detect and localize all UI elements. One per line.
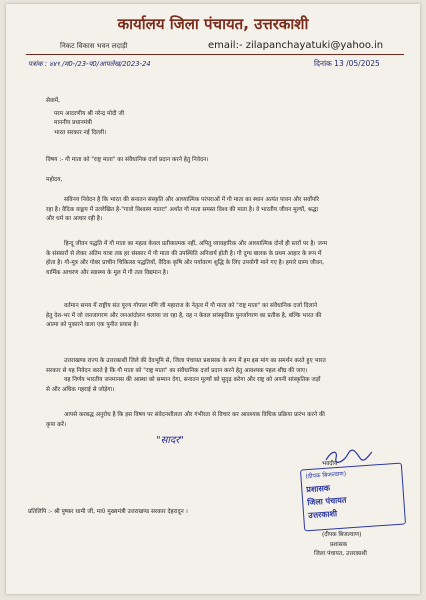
handwritten-note: "सादर"	[156, 435, 184, 446]
subject-text: विषय :- गौ माता को "राष्ट्र माता" का संवैधानिक दर्जा प्रदान करने हेतु निवेदन।	[46, 157, 209, 163]
greeting: महोदय,	[46, 176, 63, 183]
stamp-line: जिला पंचायत	[306, 495, 347, 508]
recipient-line: परम आदरणीय श्री नरेन्द्र मोदी जी	[54, 110, 125, 117]
paragraph-5	[46, 411, 396, 430]
paragraph-line: रहा है। वैदिक वाङ्मय में उल्लेखित है-"गावो विश्वस्य मातरः" अर्थात गौ माता समस्त विश्व की माता है। वे भारतीय जीवन मूल्यों, श्रद्धा	[46, 206, 318, 213]
closing-word: भवदीय	[322, 461, 338, 467]
paragraph-4	[46, 357, 396, 395]
paragraph-line: हेतु देश-भर में जो जनजागरण और जनआंदोलन चलाया जा रहा है, वह न केवल सांस्कृतिक पुनर्जागरण का प्रतीक है, बल्कि भारत की	[46, 312, 322, 319]
signature-mark	[324, 448, 374, 464]
paragraph-line: के संस्कारों से लेकर अंतिम यात्रा तक हर संस्कार में गौ माता की उपस्थिति अनिवार्य होती है। गौ दुग्ध बालक के प्रथम आहार के रूप में	[46, 250, 322, 257]
paragraph-2	[46, 240, 396, 278]
paragraph-line: वर्तमान समय में राष्ट्रीय संत पूज्य गोपाल मणि जी महाराज के नेतृत्व में गौ माता को "राष्ट्र माता" का संवैधानिक दर्जा दिलाने	[64, 303, 318, 309]
salutation: सेवामें,	[46, 98, 60, 104]
stamp-name: (दीपक बिजल्वाण)	[305, 470, 347, 481]
signatory-block	[314, 531, 367, 560]
office-title: कार्यालय जिला पंचायत, उत्तरकाशी	[117, 15, 309, 33]
reference-number: पत्रांक : ४४९ /म0-/23-प0/आपलेख/2023-24	[28, 60, 151, 68]
paragraph-line: और धर्म का आधार रही है।	[46, 216, 103, 223]
header-divider	[26, 54, 404, 55]
paragraph-line: होता है। गौ-मूत्र और गोबर प्राचीन चिकित्सा पद्धतियों, वैदिक कृषि और पर्यावरण शुद्धि के लिए उपयोगी माने गए है। हमारे ग्राम्य जीवन,	[46, 260, 324, 267]
office-email: email:- zilapanchayatuki@yahoo.in	[208, 40, 384, 51]
paragraph-line: हिन्दू जीवन पद्धति में गौ माता का महत्व केवल प्रतीकात्मक नहीं, अपितु व्यावहारिक और आध्यात्मिक दोनों ही स्तरों पर है। जन्म	[64, 241, 328, 247]
office-address: निकट विकास भवन लदाड़ी	[60, 42, 128, 50]
paragraph-line: कृपा करें।	[46, 421, 67, 428]
letter-page	[6, 4, 420, 594]
signatory-title: प्रशासक	[330, 541, 348, 548]
copy-to-line: प्रतिलिपि :- श्री पुष्कर धामी जी, मा0 मुख्यमंत्री उत्तराखण्ड सरकार देहरादून ।	[28, 509, 188, 515]
letter-date: दिनांक 13 /05/2025	[314, 59, 380, 68]
stamp-line: उत्तरकाशी	[307, 509, 338, 521]
paragraph-line: आत्मा को पुकारने वाला एक पुनीत प्रयास है।	[46, 322, 139, 329]
paragraph-1	[46, 196, 396, 225]
recipient-block	[46, 97, 124, 138]
paragraph-line: उत्तराखण्ड राज्य के उत्तरकाशी जिले की देवभूमि से, जिला पंचायत प्रशासक के रूप में हम इस मांग का समर्थन करते हुए भारत	[64, 358, 326, 364]
signatory-name: (दीपक बिजल्वाण)	[322, 532, 362, 538]
paragraph-line: से और अधिक गहराई से जोड़ेगा।	[46, 386, 115, 393]
paragraph-line: सरकार से यह निवेदन करते है कि गौ माता को "राष्ट्र माता" का संवैधानिक दर्जा प्रदान करने हेतु आवश्यक पहल शीघ्र की जाए।	[46, 367, 308, 374]
official-stamp	[300, 463, 406, 532]
recipient-line: भारत सरकार नई दिल्ली।	[54, 129, 107, 136]
subject-line	[46, 156, 208, 185]
paragraph-line: धार्मिक आचरण और स्वास्थ्य के मूल में गौ तत्व विद्यमान है।	[46, 269, 169, 276]
recipient-line: माननीय प्रधानमंत्री	[54, 120, 92, 127]
paragraph-3	[46, 302, 396, 331]
signatory-office: जिला पंचायत, उत्तरकाशी	[314, 551, 367, 558]
paragraph-line: सविनय निवेदन है कि भारत की सनातन संस्कृति और आध्यात्मिक परंपराओं में गौ माता का स्थान अत्यंत पावन और सर्वोपरि	[64, 197, 320, 203]
stamp-line: प्रशासक	[306, 483, 331, 495]
paragraph-line: यह निर्णय भारतीय जनमानस की आस्था को सम्मान देगा, सनातन मूल्यों को सुदृढ़ करेगा और राष्ट्र को अपनी सांस्कृतिक जड़ों	[64, 377, 321, 384]
paragraph-line: आपसे करबद्ध अनुरोध है कि इस विषय पर संवेदनशीलता और गंभीरता से विचार कर आवश्यक विधिक प्रक्रिया प्रारंभ करने की	[64, 412, 325, 418]
